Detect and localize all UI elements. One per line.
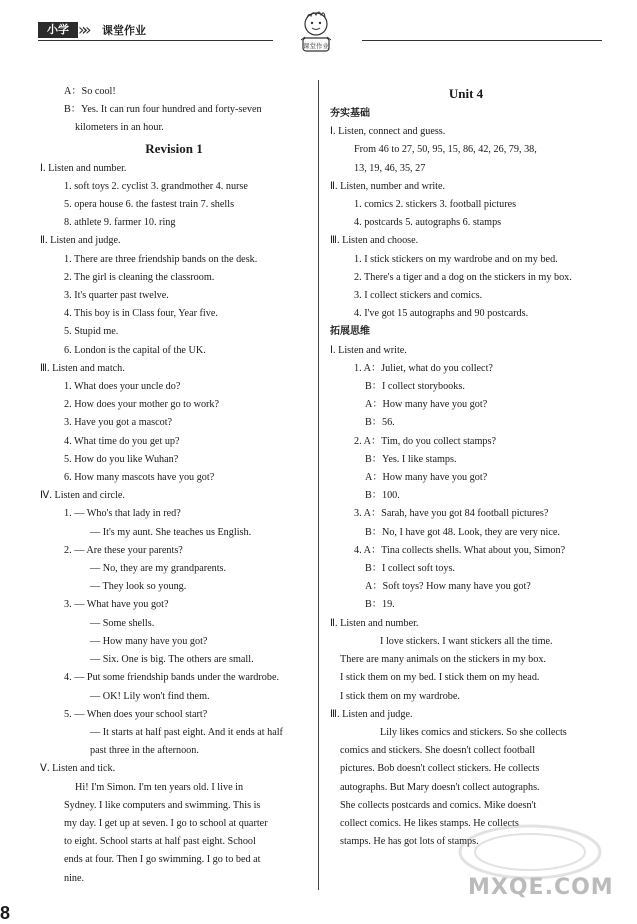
column-divider: [318, 80, 319, 890]
text-line: B：56.: [365, 417, 395, 429]
text-line: nine.: [64, 872, 85, 884]
text-line: — They look so young.: [90, 581, 187, 593]
text-line: Ⅰ. Listen, connect and guess.: [330, 126, 446, 138]
section-heading: Revision 1: [145, 140, 203, 156]
text-line: I stick them on my bed. I stick them on my head.: [340, 672, 540, 684]
text-line: my day. I get up at seven. I go to school at quarter: [64, 817, 268, 829]
text-line: — No, they are my grandparents.: [90, 563, 227, 575]
text-line: B：I collect storybooks.: [365, 381, 465, 393]
text-line: She collects postcards and comics. Mike doesn't: [340, 799, 537, 811]
text-line: A：So cool!: [64, 86, 116, 97]
header-rule-left: [38, 40, 273, 41]
left-column: [40, 83, 308, 888]
text-line: kilometers in an hour.: [75, 122, 164, 134]
text-line: B：Yes. It can run four hundred and forty-seven: [64, 104, 262, 116]
subsection-heading: 拓展思维: [330, 326, 370, 338]
header-rule-right: [362, 40, 602, 41]
text-line: collect comics. He likes stamps. He collects: [340, 817, 519, 829]
text-line: 2. There's a tiger and a dog on the stickers in my box.: [354, 271, 572, 283]
text-line: 1. I stick stickers on my wardrobe and on my bed.: [354, 253, 558, 265]
text-line: 3. A：Sarah, have you got 84 football pictures?: [354, 508, 549, 520]
text-line: B：100.: [365, 490, 400, 502]
text-line: Ⅲ. Listen and judge.: [330, 708, 413, 720]
text-line: Ⅲ. Listen and choose.: [330, 235, 419, 247]
text-line: 2. — Are these your parents?: [64, 544, 183, 556]
chevron-icon: »»: [78, 20, 86, 39]
text-line: Hi! I'm Simon. I'm ten years old. I live in: [75, 781, 244, 793]
text-line: 1. comics 2. stickers 3. football pictures: [354, 199, 517, 211]
text-line: 3. — What have you got?: [64, 599, 169, 611]
section-heading: Unit 4: [448, 86, 484, 101]
text-line: 4. What time do you get up?: [64, 435, 180, 447]
text-line: 4. postcards 5. autographs 6. stamps: [354, 217, 502, 229]
text-line: 13, 19, 46, 35, 27: [354, 162, 426, 174]
text-line: Ⅰ. Listen and number.: [40, 162, 127, 174]
text-line: Ⅳ. Listen and circle.: [40, 490, 125, 502]
text-line: 2. A：Tim, do you collect stamps?: [354, 435, 496, 447]
text-line: — It's my aunt. She teaches us English.: [90, 526, 252, 538]
text-line: B：No, I have got 48. Look, they are very nice.: [365, 526, 560, 538]
text-line: ends at four. Then I go swimming. I go to bed at: [64, 854, 261, 866]
text-line: 2. The girl is cleaning the classroom.: [64, 271, 215, 283]
subsection-heading: 夯实基础: [330, 108, 370, 119]
watermark-text: MXQE.COM: [468, 875, 614, 900]
text-line: — It starts at half past eight. And it ends at half: [90, 726, 283, 738]
text-line: 4. — Put some friendship bands under the wardrobe.: [64, 672, 280, 684]
text-line: B：19.: [365, 599, 395, 611]
text-line: 5. How do you like Wuhan?: [64, 453, 179, 465]
text-line: — How many have you got?: [90, 635, 208, 647]
text-line: Sydney. I like computers and swimming. This is: [64, 799, 261, 811]
text-line: to eight. School starts at half past eight. School: [64, 836, 256, 848]
text-line: 8. athlete 9. farmer 10. ring: [64, 217, 176, 229]
text-line: pictures. Bob doesn't collect stickers. He collects: [340, 763, 540, 775]
text-line: 4. I've got 15 autographs and 90 postcards.: [354, 308, 529, 320]
text-line: B：Yes. I like stamps.: [365, 453, 457, 465]
text-line: 3. It's quarter past twelve.: [64, 290, 169, 302]
text-line: 4. This boy is in Class four, Year five.: [64, 308, 218, 320]
text-line: 4. A：Tina collects shells. What about you, Simon?: [354, 544, 566, 556]
text-line: 1. What does your uncle do?: [64, 381, 181, 393]
text-line: A：Soft toys? How many have you got?: [365, 581, 531, 593]
page-header: [0, 0, 637, 60]
text-line: 6. London is the capital of the UK.: [64, 344, 206, 356]
text-line: Ⅲ. Listen and match.: [40, 362, 125, 374]
mascot-icon: [296, 10, 336, 58]
text-line: 5. Stupid me.: [64, 326, 119, 338]
text-line: — Some shells.: [90, 617, 155, 629]
text-line: Ⅱ. Listen and number.: [330, 617, 419, 629]
text-line: A：How many have you got?: [365, 399, 488, 411]
text-line: 5. opera house 6. the fastest train 7. shells: [64, 199, 235, 211]
text-line: 1. A：Juliet, what do you collect?: [354, 362, 493, 374]
right-column: [330, 83, 602, 851]
text-line: 3. I collect stickers and comics.: [354, 290, 483, 302]
text-line: From 46 to 27, 50, 95, 15, 86, 42, 26, 79, 38,: [354, 144, 537, 156]
text-line: 1. — Who's that lady in red?: [64, 508, 181, 520]
text-line: 2. How does your mother go to work?: [64, 399, 220, 411]
text-line: — Six. One is big. The others are small.: [90, 654, 254, 666]
text-line: Ⅱ. Listen and judge.: [40, 235, 121, 247]
text-line: There are many animals on the stickers in my box.: [340, 654, 546, 666]
text-line: 3. Have you got a mascot?: [64, 417, 173, 429]
text-line: — OK! Lily won't find them.: [90, 690, 210, 702]
text-line: Ⅰ. Listen and write.: [330, 344, 407, 356]
text-line: A：How many have you got?: [365, 472, 488, 484]
text-line: I stick them on my wardrobe.: [340, 690, 460, 702]
text-line: Ⅱ. Listen, number and write.: [330, 180, 446, 192]
text-line: autographs. But Mary doesn't collect autographs.: [340, 781, 540, 793]
text-line: comics and stickers. She doesn't collect football: [340, 745, 536, 757]
text-line: 1. There are three friendship bands on the desk.: [64, 253, 258, 265]
text-line: Ⅴ. Listen and tick.: [40, 763, 116, 775]
text-line: past three in the afternoon.: [90, 745, 199, 757]
text-line: 5. — When does your school start?: [64, 708, 208, 720]
text-line: 6. How many mascots have you got?: [64, 472, 215, 484]
svg-text:课堂作业: 课堂作业: [303, 42, 329, 50]
text-line: Lily likes comics and stickers. So she collects: [380, 726, 567, 738]
text-line: B：I collect soft toys.: [365, 563, 455, 575]
header-tab: 小学: [38, 22, 78, 38]
text-line: stamps. He has got lots of stamps.: [340, 836, 479, 848]
text-line: I love stickers. I want stickers all the time.: [380, 635, 553, 647]
page-number: 8: [0, 903, 11, 923]
text-line: 1. soft toys 2. cyclist 3. grandmother 4. nurse: [64, 180, 248, 192]
header-title: 课堂作业: [102, 24, 146, 37]
